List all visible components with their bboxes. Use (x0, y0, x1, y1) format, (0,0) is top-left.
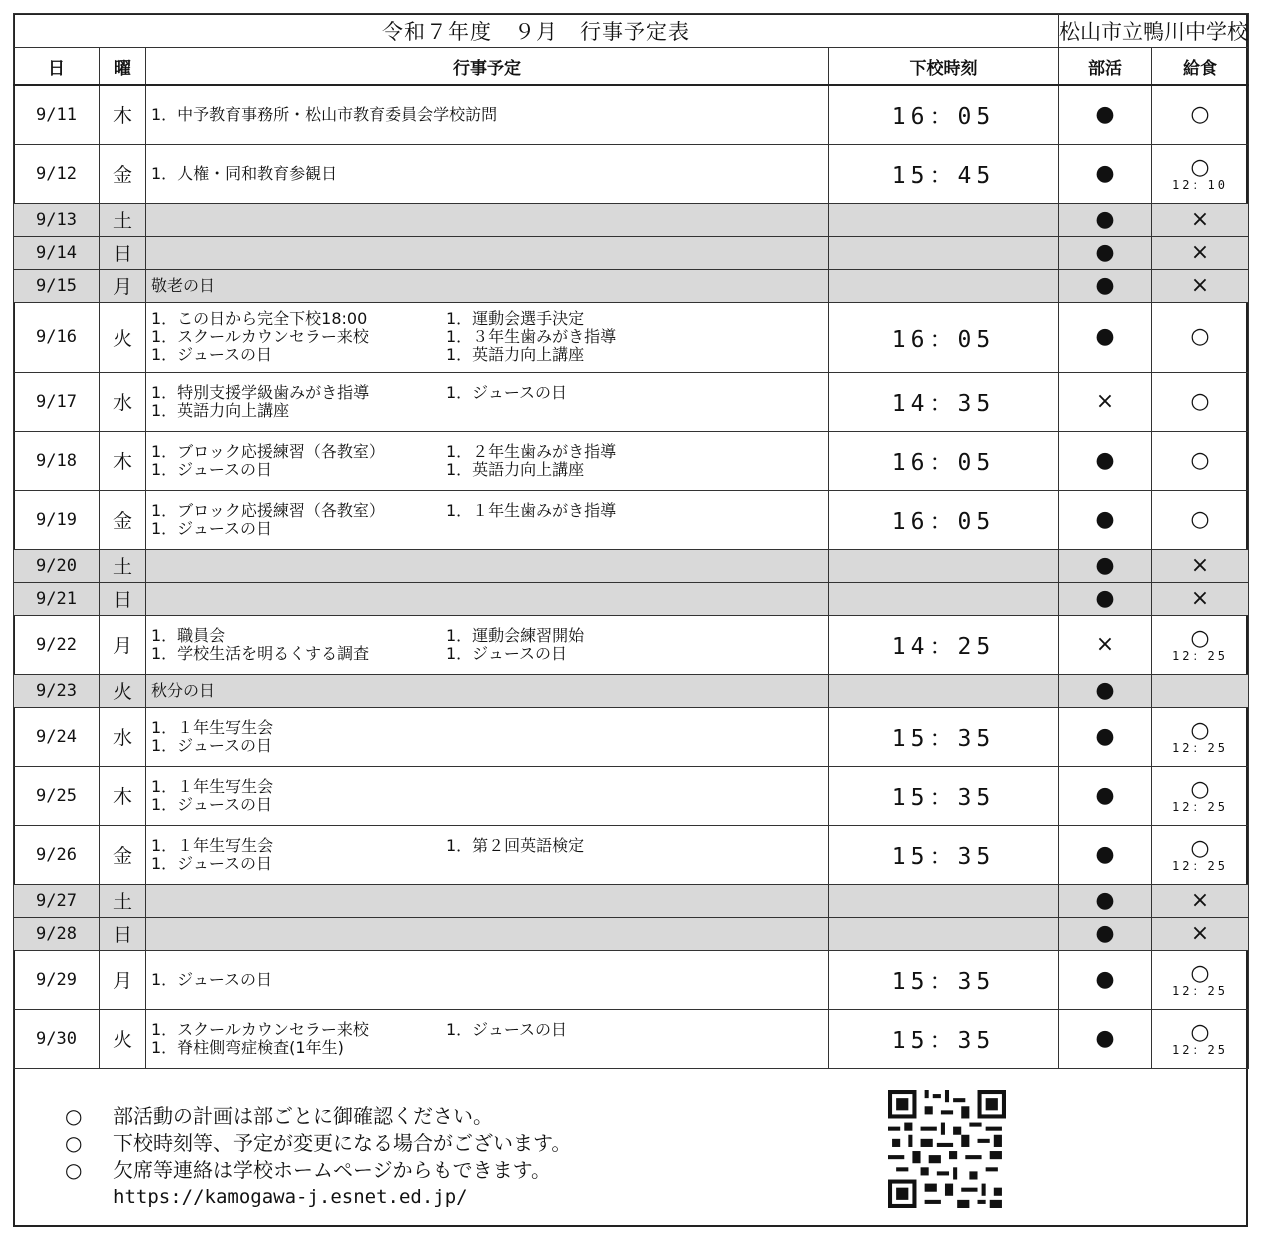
events-grid (151, 443, 828, 479)
table-row (14, 302, 1249, 372)
weekday-cell: 木 (100, 85, 146, 144)
club-status-icon: ● (1095, 1025, 1115, 1051)
event-item: 1．第２回英語検定 (446, 835, 585, 855)
event-item (446, 402, 828, 420)
table-row (14, 615, 1249, 674)
weekday-cell: 日 (100, 917, 146, 950)
events-cell (146, 490, 829, 549)
club-status-icon: ● (1095, 447, 1115, 473)
col-lunch: 給食 (1152, 48, 1249, 86)
event-item: 1．２年生歯みがき指導 (446, 441, 617, 461)
club-cell (1059, 203, 1152, 236)
club-cell (1059, 950, 1152, 1009)
table-row (14, 372, 1249, 431)
lunch-cell (1152, 372, 1249, 431)
table-row (14, 236, 1249, 269)
club-cell (1059, 582, 1152, 615)
event-item: 1．英語力向上講座 (446, 345, 585, 364)
events-grid (151, 502, 828, 538)
dismissal-time-cell (829, 269, 1059, 302)
dismissal-time-cell: 15：35 (829, 825, 1059, 884)
date-cell: 9/19 (14, 490, 100, 549)
club-cell (1059, 431, 1152, 490)
date-cell: 9/20 (14, 549, 100, 582)
weekday-cell: 月 (100, 269, 146, 302)
lunch-status-icon: ○ (1190, 447, 1210, 473)
event-item: 1．ジュースの日 (151, 518, 273, 538)
weekday-cell: 土 (100, 203, 146, 236)
club-cell (1059, 269, 1152, 302)
date-cell: 9/23 (14, 674, 100, 707)
dismissal-time-cell: 15：35 (829, 766, 1059, 825)
lunch-status-icon: ○ (1190, 101, 1210, 127)
event-item (446, 1039, 828, 1057)
events-cell (146, 917, 829, 950)
dismissal-time-cell (829, 884, 1059, 917)
event-item: 1．ブロック応援練習（各教室） (151, 441, 385, 461)
lunch-status-icon: × (1190, 585, 1210, 611)
events-cell (146, 372, 829, 431)
weekday-cell: 水 (100, 707, 146, 766)
footer-notes (65, 1103, 571, 1211)
events-cell (146, 950, 829, 1009)
club-status-icon: ● (1095, 506, 1115, 532)
dismissal-time-cell: 15：35 (829, 707, 1059, 766)
date-cell: 9/28 (14, 917, 100, 950)
lunch-status-icon: ○ (1190, 506, 1210, 532)
club-status-icon: ● (1095, 552, 1115, 578)
dismissal-time-cell (829, 236, 1059, 269)
dismissal-time-cell: 14：25 (829, 615, 1059, 674)
weekday-cell: 火 (100, 1009, 146, 1068)
lunch-cell (1152, 1009, 1249, 1068)
date-cell: 9/24 (14, 707, 100, 766)
event-item (446, 855, 828, 873)
lunch-end-time: 12：25 (1172, 858, 1228, 873)
lunch-status-icon: ○ (1190, 835, 1210, 861)
lunch-status-icon: ○ (1190, 776, 1210, 802)
weekday-cell: 月 (100, 615, 146, 674)
dismissal-time-cell (829, 674, 1059, 707)
events-cell (146, 884, 829, 917)
event-item: 1．ジュースの日 (151, 459, 273, 479)
club-status-icon: ● (1095, 966, 1115, 992)
event-item: 1．中予教育事務所・松山市教育委員会学校訪問 (151, 104, 498, 124)
table-row (14, 707, 1249, 766)
schedule-table (13, 13, 1249, 1069)
table-row (14, 144, 1249, 203)
events-cell (146, 302, 829, 372)
events-grid (151, 627, 828, 663)
date-cell: 9/18 (14, 431, 100, 490)
lunch-status-icon: ○ (1190, 1019, 1210, 1045)
lunch-cell (1152, 85, 1249, 144)
events-cell (146, 707, 829, 766)
events-cell (146, 766, 829, 825)
schedule-sheet (13, 13, 1248, 1227)
club-cell (1059, 372, 1152, 431)
table-row (14, 269, 1249, 302)
date-cell: 9/17 (14, 372, 100, 431)
club-cell (1059, 144, 1152, 203)
event-item: 1．人権・同和教育参観日 (151, 163, 338, 183)
table-row (14, 1009, 1249, 1068)
dismissal-time-cell: 15：35 (829, 950, 1059, 1009)
club-status-icon: ● (1095, 677, 1115, 703)
note-text: 部活動の計画は部ごとに御確認ください。 (113, 1104, 493, 1128)
club-status-icon: ● (1095, 160, 1115, 186)
date-cell: 9/15 (14, 269, 100, 302)
weekday-cell: 土 (100, 549, 146, 582)
events-grid (151, 1021, 828, 1057)
club-status-icon: ● (1095, 920, 1115, 946)
dismissal-time-cell: 15：35 (829, 1009, 1059, 1068)
lunch-cell (1152, 707, 1249, 766)
qr-code-icon[interactable] (888, 1085, 1006, 1213)
dismissal-time-cell: 16：05 (829, 431, 1059, 490)
events-cell (146, 431, 829, 490)
weekday-cell: 金 (100, 825, 146, 884)
club-status-icon: ● (1095, 585, 1115, 611)
dismissal-time-cell (829, 582, 1059, 615)
date-cell: 9/26 (14, 825, 100, 884)
events-cell (146, 549, 829, 582)
weekday-cell: 木 (100, 431, 146, 490)
club-status-icon: ● (1095, 841, 1115, 867)
lunch-cell (1152, 615, 1249, 674)
event-item: 1．特別支援学級歯みがき指導 (151, 382, 370, 402)
club-cell (1059, 707, 1152, 766)
table-row (14, 549, 1249, 582)
lunch-cell (1152, 766, 1249, 825)
event-item: 1．１年生写生会 (151, 717, 274, 737)
events-cell (146, 674, 829, 707)
event-item: 1．英語力向上講座 (446, 459, 585, 479)
note-item (65, 1103, 571, 1130)
dismissal-time-cell: 16：05 (829, 490, 1059, 549)
lunch-status-icon: ○ (1190, 154, 1210, 180)
lunch-cell (1152, 582, 1249, 615)
event-item: 1．１年生歯みがき指導 (446, 500, 617, 520)
dismissal-time-cell: 15：45 (829, 144, 1059, 203)
events-grid (151, 310, 828, 364)
date-cell: 9/13 (14, 203, 100, 236)
club-status-icon: ● (1095, 101, 1115, 127)
event-item: 1．ジュースの日 (446, 1019, 568, 1039)
col-date: 日 (14, 48, 100, 86)
events-grid (151, 837, 828, 873)
event-item: 1．運動会選手決定 (446, 309, 585, 328)
date-cell: 9/22 (14, 615, 100, 674)
col-weekday: 曜 (100, 48, 146, 86)
weekday-cell: 日 (100, 236, 146, 269)
club-cell (1059, 766, 1152, 825)
weekday-cell: 金 (100, 144, 146, 203)
lunch-cell (1152, 884, 1249, 917)
event-item (446, 520, 828, 538)
lunch-status-icon: × (1190, 272, 1210, 298)
events-grid (151, 384, 828, 420)
lunch-end-time: 12：25 (1172, 799, 1228, 814)
club-cell (1059, 302, 1152, 372)
club-status-icon: ● (1095, 782, 1115, 808)
lunch-end-time: 12：25 (1172, 983, 1228, 998)
table-row (14, 85, 1249, 144)
lunch-cell (1152, 950, 1249, 1009)
club-cell (1059, 884, 1152, 917)
note-item (65, 1157, 571, 1184)
lunch-cell (1152, 302, 1249, 372)
date-cell: 9/11 (14, 85, 100, 144)
col-events: 行事予定 (146, 48, 829, 86)
weekday-cell: 日 (100, 582, 146, 615)
weekday-cell: 土 (100, 884, 146, 917)
lunch-status-icon: × (1190, 887, 1210, 913)
note-bullet: ○ (65, 1104, 83, 1128)
lunch-status-icon: ○ (1190, 625, 1210, 651)
club-cell (1059, 825, 1152, 884)
dismissal-time-cell: 14：35 (829, 372, 1059, 431)
lunch-cell (1152, 144, 1249, 203)
event-item: 1．ジュースの日 (151, 794, 273, 814)
lunch-cell (1152, 674, 1249, 707)
club-status-icon: ● (1095, 239, 1115, 265)
lunch-cell (1152, 269, 1249, 302)
event-item: 1．学校生活を明るくする調査 (151, 643, 370, 663)
event-item: 1．１年生写生会 (151, 835, 274, 855)
date-cell: 9/30 (14, 1009, 100, 1068)
events-cell (146, 236, 829, 269)
note-bullet: ○ (65, 1158, 83, 1182)
lunch-status-icon: ○ (1190, 960, 1210, 986)
event-item: 1．英語力向上講座 (151, 400, 290, 420)
table-row (14, 490, 1249, 549)
lunch-status-icon: × (1190, 206, 1210, 232)
note-item (65, 1130, 571, 1157)
column-header-row (14, 48, 1249, 86)
lunch-cell (1152, 549, 1249, 582)
dismissal-time-cell: 16：05 (829, 302, 1059, 372)
event-item: 1．脊柱側弯症検査(1年生) (151, 1037, 344, 1057)
event-item: 1．ジュースの日 (151, 853, 273, 873)
school-url-link[interactable]: https://kamogawa-j.esnet.ed.jp/ (113, 1186, 468, 1208)
dismissal-time-cell (829, 203, 1059, 236)
table-row (14, 884, 1249, 917)
dismissal-time-cell (829, 549, 1059, 582)
table-row (14, 582, 1249, 615)
lunch-status-icon: ○ (1190, 388, 1210, 414)
lunch-status-icon: × (1190, 239, 1210, 265)
event-item: 1．ジュースの日 (151, 735, 273, 755)
lunch-end-time: 12：25 (1172, 648, 1228, 663)
lunch-cell (1152, 825, 1249, 884)
col-dismissal: 下校時刻 (829, 48, 1059, 86)
date-cell: 9/21 (14, 582, 100, 615)
club-cell (1059, 85, 1152, 144)
weekday-cell: 水 (100, 372, 146, 431)
event-item: 1．ジュースの日 (151, 345, 273, 364)
school-name: 松山市立鴨川中学校 (1059, 14, 1249, 48)
club-cell (1059, 1009, 1152, 1068)
club-cell (1059, 917, 1152, 950)
event-item: 1．ジュースの日 (151, 969, 273, 989)
weekday-cell: 火 (100, 302, 146, 372)
lunch-end-time: 12：25 (1172, 740, 1228, 755)
lunch-cell (1152, 236, 1249, 269)
table-row (14, 917, 1249, 950)
weekday-cell: 金 (100, 490, 146, 549)
lunch-status-icon: ○ (1190, 717, 1210, 743)
lunch-status-icon: × (1190, 552, 1210, 578)
events-cell (146, 144, 829, 203)
table-row (14, 674, 1249, 707)
event-item: 秋分の日 (151, 680, 216, 700)
date-cell: 9/25 (14, 766, 100, 825)
note-text: 欠席等連絡は学校ホームページからもできます。 (113, 1158, 551, 1182)
event-item: 1．３年生歯みがき指導 (446, 327, 617, 346)
page-title: 令和７年度 ９月 行事予定表 (14, 14, 1059, 48)
event-item: 1．１年生写生会 (151, 776, 274, 796)
weekday-cell: 月 (100, 950, 146, 1009)
event-item: 1．職員会 (151, 625, 226, 645)
events-cell (146, 269, 829, 302)
club-status-icon: ● (1095, 887, 1115, 913)
table-row (14, 766, 1249, 825)
lunch-end-time: 12：25 (1172, 1042, 1228, 1057)
date-cell: 9/16 (14, 302, 100, 372)
club-status-icon: ● (1095, 272, 1115, 298)
event-item: 1．ジュースの日 (446, 382, 568, 402)
events-cell (146, 203, 829, 236)
event-item: 1．スクールカウンセラー来校 (151, 1019, 369, 1039)
table-row (14, 431, 1249, 490)
table-row (14, 950, 1249, 1009)
dismissal-time-cell: 16：05 (829, 85, 1059, 144)
events-cell (146, 582, 829, 615)
event-item: 1．スクールカウンセラー来校 (151, 327, 369, 346)
weekday-cell: 木 (100, 766, 146, 825)
events-cell (146, 1009, 829, 1068)
lunch-cell (1152, 203, 1249, 236)
lunch-status-icon: × (1190, 920, 1210, 946)
event-item: 1．この日から完全下校18:00 (151, 309, 368, 328)
club-status-icon: ● (1095, 324, 1115, 349)
table-row (14, 825, 1249, 884)
date-cell: 9/12 (14, 144, 100, 203)
events-cell (146, 85, 829, 144)
date-cell: 9/14 (14, 236, 100, 269)
events-cell (146, 615, 829, 674)
club-status-icon: × (1095, 388, 1115, 414)
lunch-cell (1152, 431, 1249, 490)
club-cell (1059, 236, 1152, 269)
club-status-icon: × (1095, 631, 1115, 657)
note-text: 下校時刻等、予定が変更になる場合がございます。 (113, 1131, 572, 1155)
note-bullet: ○ (65, 1131, 83, 1155)
date-cell: 9/27 (14, 884, 100, 917)
lunch-cell (1152, 917, 1249, 950)
event-item: 1．ブロック応援練習（各教室） (151, 500, 385, 520)
club-cell (1059, 490, 1152, 549)
lunch-status-icon: ○ (1190, 324, 1210, 349)
events-cell (146, 825, 829, 884)
club-cell (1059, 674, 1152, 707)
lunch-end-time: 12：10 (1172, 177, 1228, 192)
club-cell (1059, 549, 1152, 582)
event-item: 1．運動会練習開始 (446, 625, 585, 645)
weekday-cell: 火 (100, 674, 146, 707)
table-row (14, 203, 1249, 236)
event-item: 1．ジュースの日 (446, 643, 568, 663)
dismissal-time-cell (829, 917, 1059, 950)
club-cell (1059, 615, 1152, 674)
club-status-icon: ● (1095, 206, 1115, 232)
date-cell: 9/29 (14, 950, 100, 1009)
club-status-icon: ● (1095, 723, 1115, 749)
event-item: 敬老の日 (151, 275, 216, 295)
col-club: 部活 (1059, 48, 1152, 86)
lunch-cell (1152, 490, 1249, 549)
